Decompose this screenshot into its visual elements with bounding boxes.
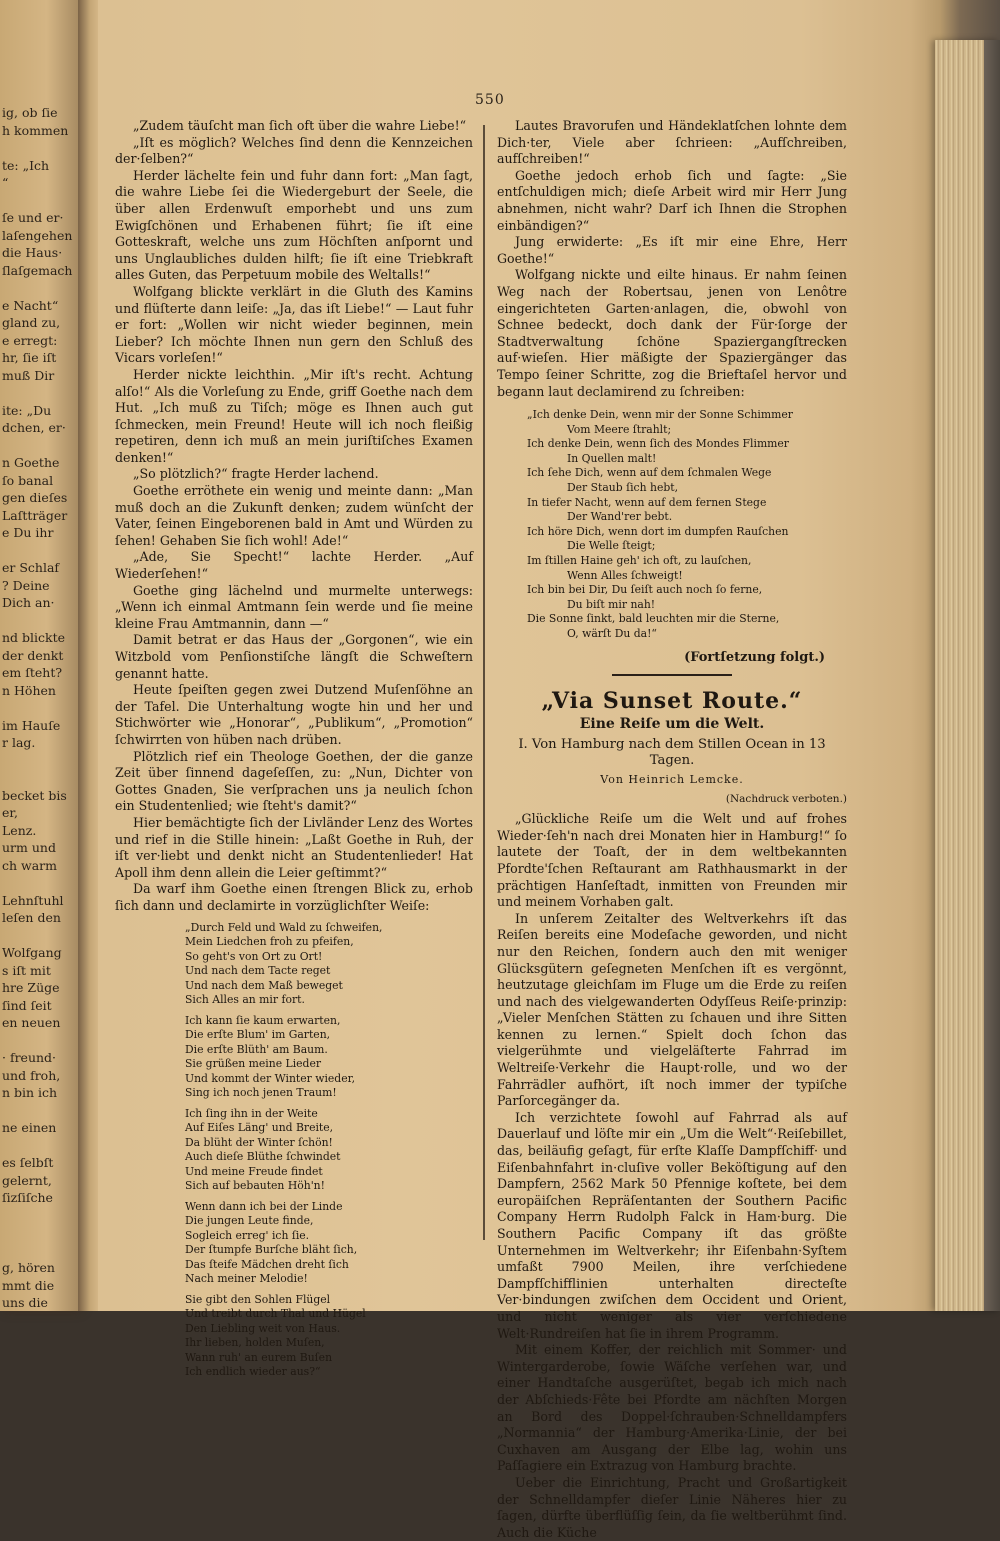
poem-line: Ich ſehe Dich, wenn auf dem ſchmalen Wege — [527, 466, 772, 480]
poem-line: Da blüht der Winter ſchön! — [185, 1135, 333, 1149]
poem-stanza — [185, 921, 473, 1008]
paragraph: Goethe jedoch erhob ſich und ſagte: „Sie entſchuldigen mich; dieſe Arbeit wird mir Herr Jung abnehmen, nicht wahr? Darf ich Ihnen die Strophen einbändigen?“ — [497, 167, 847, 233]
page-edge-stack — [935, 40, 1000, 1311]
poem-line: Die jungen Leute finde, — [185, 1214, 314, 1227]
prev-page-line — [0, 279, 78, 297]
poem-line: Und treibt durch Thal und Hügel — [185, 1307, 366, 1320]
poem-line: O, wärſt Du da!“ — [567, 627, 657, 640]
paragraph: „Glückliche Reiſe um die Welt und auf frohes Wieder·ſeh'n nach drei Monaten hier in Hamburg!“ ſo lautete der Toaſt, der in dem weltbekannten Pfordte'ſchen Reſtaurant am Rathhausmarkt in der prächtigen Hanſeſtadt, inmitten von Freunden mir und meinem Vorhaben galt. — [497, 811, 847, 910]
continued-note: (Fortſetzung folgt.) — [684, 649, 825, 665]
poem-line: Wenn Alles ſchweigt! — [567, 568, 683, 582]
poem-line: So geht's von Ort zu Ort! — [185, 949, 323, 963]
prev-page-line — [0, 139, 78, 157]
prev-page-line: Dich an· — [2, 595, 55, 610]
prev-page-line: urm und — [2, 840, 56, 855]
prev-page-line: muß Dir — [2, 367, 55, 383]
prev-page-line: gland zu, — [2, 315, 61, 330]
prev-page-line — [0, 1137, 78, 1155]
article-subtitle: Eine Reiſe um die Welt. — [579, 716, 765, 733]
prev-page-line: ch warm — [2, 857, 58, 873]
poem-line: Der Wand'rer bebt. — [567, 510, 673, 524]
poem-line: Und nach dem Maß beweget — [185, 978, 343, 992]
prev-page-line — [0, 1207, 78, 1225]
prev-page-line: es ſelbſt — [2, 1155, 54, 1170]
poem-line: „Ich denke Dein, wenn mir der Sonne Schimmer — [527, 408, 793, 422]
poem-stanza — [185, 1014, 473, 1101]
poem-stanza — [185, 1293, 473, 1380]
prev-page-line: ite: „Du — [2, 402, 52, 418]
prev-page-line: e Du ihr — [2, 525, 54, 540]
prev-page-line: gen dieſes — [2, 490, 68, 505]
prev-page-line — [0, 1242, 78, 1260]
poem-line: Den Liebling weit von Haus. — [185, 1321, 341, 1335]
column-divider — [483, 125, 485, 1240]
prev-page-line: leſen den — [2, 910, 61, 925]
prev-page-line — [0, 752, 78, 770]
poem-line: Ihr lieben, holden Muſen, — [185, 1336, 325, 1349]
poem-line: Ich bin bei Dir, Du ſeiſt auch noch ſo ferne, — [527, 583, 763, 597]
prev-page-line: mmt die — [2, 1277, 55, 1293]
paragraph: Wolfgang nickte und eilte hinaus. Er nahm ſeinen Weg nach der Robertsau, jenen von Lenôtre eingerichteten Garten·anlagen, die, obwohl von Schnee bedeckt, doch dank der Für·ſorge der Stadtverwaltung ſchöne Spaziergangſtrecken auf·wieſen. Hier mäßigte der Spaziergänger das Tempo ſeiner Schritte, zog die Brieftaſel hervor und begann laut declamirend zu ſchreiben: — [497, 267, 847, 399]
prev-page-line: der denkt — [2, 647, 64, 663]
prev-page-line: hr, ſie iſt — [2, 350, 57, 365]
prev-page-line — [0, 1032, 78, 1050]
author-line: Von Heinrich Lemcke. — [600, 772, 744, 786]
prev-page-line: ſlaſgemach — [2, 262, 73, 278]
poem-line: In tiefer Nacht, wenn auf dem fernen Stege — [527, 495, 767, 509]
prev-page-line — [0, 1102, 78, 1120]
prev-page-line: · freund· — [2, 1050, 57, 1065]
prev-page-line — [0, 699, 78, 717]
prev-page-line: “ — [2, 175, 9, 190]
prev-page-line: ? Deine — [2, 577, 50, 593]
poem-line: Sich auf bebauten Höh'n! — [185, 1179, 325, 1192]
book-gutter — [78, 0, 98, 1311]
prev-page-line — [0, 769, 78, 787]
previous-page-fragment — [0, 0, 78, 1311]
prev-page-line: im Hauſe — [2, 717, 61, 733]
prev-page-line: ſizſiſche — [2, 1190, 53, 1205]
poem-line: „Durch Feld und Wald zu ſchweifen, — [185, 920, 383, 934]
poem-line: Sing ich noch jenen Traum! — [185, 1086, 337, 1099]
poem-line: Ich endlich wieder aus?“ — [185, 1365, 321, 1378]
prev-page-line — [0, 874, 78, 892]
left-column — [115, 118, 473, 1386]
paragraph: Plötzlich rief ein Theologe Goethen, der die ganze Zeit über ſinnend dageſeſſen, zu: „Nun, Dichter von Gottes Gnaden, Sie verſprachen uns ja neulich ſchon ein Studentenlied; wie ſteht's damit?“ — [115, 748, 473, 814]
poem-stanza — [185, 1107, 473, 1194]
paragraph: Mit einem Koffer, der reichlich mit Sommer· und Wintergarderobe, ſowie Wäſche verſehen war, und einer Handtaſche ausgerüſtet, begab ich mich nach der Abſchieds·Fête bei Pfordte am nächſten Morgen an Bord des Doppel·ſchrauben·Schnelldampfers „Normannia“ der Hamburg·Amerika·Linie, der bei Cuxhaven am Ausgang der Elbe lag, wohin uns Paſſagiere ein Extrazug von Hamburg brachte. — [497, 1342, 847, 1474]
poem-line: Der Staub ſich hebt, — [567, 481, 679, 495]
paragraph: Da warf ihm Goethe einen ſtrengen Blick zu, erhob ſich dann und declamirte in vorzüglichſter Weiſe: — [115, 881, 473, 913]
prev-page-line: s iſt mit — [2, 962, 51, 978]
paragraph: Jung erwiderte: „Es iſt mir eine Ehre, Herr Goethe!“ — [497, 234, 847, 266]
paragraph: „Zudem täuſcht man ſich oft über die wahre Liebe!“ — [133, 118, 467, 133]
prev-page-line: n bin ich — [2, 1085, 58, 1100]
prev-page-line — [0, 612, 78, 630]
prev-page-line: ſind ſeit — [2, 997, 52, 1013]
poem-line: Ich ſing ihn in der Weite — [185, 1106, 318, 1120]
poem-line: Vom Meere ſtrahlt; — [567, 422, 672, 436]
poem-line: Sogleich erreg' ich ſie. — [185, 1228, 310, 1242]
poem-line: Die erſte Blum' im Garten, — [185, 1028, 331, 1041]
prev-page-line: laſengehen — [2, 227, 73, 243]
prev-page-line: r lag. — [2, 735, 36, 750]
poem-line: Ich kann ſie kaum erwarten, — [185, 1013, 341, 1027]
poem-line: In Quellen malt! — [567, 451, 657, 465]
poem-line: Der ſtumpfe Burſche bläht ſich, — [185, 1243, 358, 1256]
paragraph: Goethe ging lächelnd und murmelte unterwegs: „Wenn ich einmal Amtmann ſein werde und ſie meine kleine Frau Amtmannin, dann —“ — [115, 582, 473, 631]
prev-page-line: en neuen — [2, 1015, 61, 1030]
prev-page-line: Lehnſtuhl — [2, 892, 64, 908]
poem-line: Die Welle ſteigt; — [567, 539, 656, 553]
prev-page-line: g, hören — [2, 1260, 55, 1275]
right-column — [497, 118, 847, 1541]
prev-page-line: er, — [2, 805, 18, 820]
prev-page-line — [0, 542, 78, 560]
prev-page-line: Laſtträger — [2, 507, 68, 523]
prev-page-line: ſo banal — [2, 472, 54, 488]
paragraph: Wolfgang blickte verklärt in die Gluth des Kamins und flüſterte dann leiſe: „Ja, das iſt Liebe!“ — Laut fuhr er fort: „Wollen wir nicht wieder beginnen, mein Lieber? Ich möchte Ihnen nun gern den Schluß des Vicars vorleſen!“ — [115, 283, 473, 366]
prev-page-line: e erregt: — [2, 332, 58, 348]
prev-page-line: te: „Ich — [2, 157, 50, 173]
prev-page-line: nd blickte — [2, 630, 66, 645]
poem-line: Auch dieſe Blüthe ſchwindet — [185, 1150, 341, 1163]
page-number: 550 — [475, 92, 505, 108]
poem-line: Sie gibt den Sohlen Flügel — [185, 1292, 331, 1306]
prev-page-line: dchen, er· — [2, 420, 66, 435]
poem-line: Und kommt der Winter wieder, — [185, 1071, 356, 1085]
prev-page-line: Wolfgang — [2, 945, 62, 960]
poem-line: Im ſtillen Haine geh' ich oft, zu lauſchen, — [527, 554, 752, 568]
prev-page-line — [0, 1224, 78, 1242]
article-title: „Via Sunset Route.“ — [541, 688, 803, 715]
paragraph: Ueber die Einrichtung, Pracht und Großartigkeit der Schnelldampfer dieſer Linie Näheres hier zu ſagen, dürfte überflüſſig ſein, da ſie weltberühmt ſind. Auch die Küche — [497, 1474, 847, 1540]
section-separator — [612, 674, 732, 676]
prev-page-line: er Schlaf — [2, 560, 60, 575]
paragraph: Heute ſpeiſten gegen zwei Dutzend Muſenſöhne an der Tafel. Die Unterhaltung wogte hin und her und Stichwörter wie „Honorar“, „Publikum“, „Promotion“ ſchwirrten von hüben nach drüben. — [115, 682, 473, 747]
paragraph: Lautes Bravorufen und Händeklatſchen lohnte dem Dich·ter, Viele aber ſchrieen: „Aufſchreiben, aufſchreiben!“ — [497, 118, 847, 167]
poem-line: Auf Eiſes Läng' und Breite, — [185, 1121, 334, 1134]
reprint-note: (Nachdruck verboten.) — [725, 792, 847, 805]
poem-line: Die Sonne ſinkt, bald leuchten mir die Sterne, — [527, 612, 780, 626]
prev-page-line: h kommen — [2, 122, 69, 138]
poem-stanza — [185, 1200, 473, 1287]
prev-page-line: und froh, — [2, 1067, 61, 1083]
poem-line: Und meine Freude findet — [185, 1164, 323, 1178]
prev-page-line: die Haus· — [2, 245, 63, 260]
paragraph: „Ade, Sie Specht!“ lachte Herder. „Auf Wiederſehen!“ — [115, 549, 473, 582]
prev-page-line: becket bis — [2, 787, 67, 803]
prev-page-line: Lenz. — [2, 822, 37, 838]
poem-line: Ich denke Dein, wenn ſich des Mondes Flimmer — [527, 437, 789, 451]
paragraph: Herder lächelte fein und fuhr dann fort: „Man ſagt, die wahre Liebe ſei die Wiedergeburt der Seele, die über allen Erdenwuſt emporhebt und uns zum Ewigſchönen und Erhabenen führt; ſie iſt eine Gotteskraft, welche uns zum Höchſten anſpornt und uns Unglaubliches dulden hilft; ſie iſt eine Triebkraft alles Guten, das Perpetuum mobile des Weltalls!“ — [115, 167, 473, 283]
poem-line: Nach meiner Melodie! — [185, 1272, 308, 1285]
prev-page-line: n Höhen — [2, 682, 56, 698]
paragraph: In unſerem Zeitalter des Weltverkehrs iſt das Reiſen bereits eine Modeſache geworden, und nicht nur den Reichen, ſondern auch den mit weniger Glücksgütern geſegneten Menſchen iſt es vergönnt, heutzutage gleichſam im Fluge um die Erde zu reiſen und nach des vielgewanderten Odyſſeus Reiſe·prinzip: „Vieler Menſchen Stätten zu ſchauen und ihre Sitten kennen zu lernen.“ Spielt doch ſchon das vielgerühmte und vielgeläſterte Fahrrad im Weltreiſe·Verkehr die Haupt·rolle, und wo der Fahrrädler aufhört, iſt noch immer der typiſche Parſorcegänger da. — [497, 910, 847, 1109]
paragraph: Herder nickte leichthin. „Mir iſt's recht. Achtung alſo!“ Als die Vorleſung zu Ende, griff Goethe nach dem Hut. „Ich muß zu Tiſch; möge es Ihnen auch gut ſchmecken, mein Freund! Heute will ich noch fleißig repetiren, denn ich muß an mein juriſtiſches Examen denken!“ — [115, 366, 473, 465]
prev-page-line — [0, 192, 78, 210]
prev-page-line: ne einen — [2, 1120, 57, 1135]
paragraph: Hier bemächtigte ſich der Livländer Lenz des Wortes und rief in die Stille hinein: „Laßt Goethe in Ruh, der iſt ver·liebt und denkt nicht an Studentenlieder! Hat Apoll ihm denn allein die Leier geſtimmt?“ — [115, 814, 473, 880]
prev-page-line: em ſteht? — [2, 665, 63, 680]
poem-line: Und nach dem Tacte reget — [185, 964, 331, 977]
prev-page-line: hre Züge — [2, 980, 60, 995]
prev-page-line: e Nacht“ — [2, 297, 59, 313]
paragraph: Goethe erröthete ein wenig und meinte dann: „Man muß doch an die Zukunft denken; zudem wünſcht der Vater, ſeinen Eingeborenen bald in Amt und Würden zu ſehen! Gehaben Sie ſich wohl! Ade!“ — [115, 483, 473, 548]
prev-page-line: gelernt, — [2, 1172, 52, 1188]
book-binding — [984, 40, 1000, 1311]
prev-page-line: uns die — [2, 1295, 48, 1310]
prev-page-line — [0, 384, 78, 402]
poem-line: Sich Alles an mir fort. — [185, 993, 305, 1006]
poem-line: Mein Liedchen froh zu pfeifen, — [185, 935, 354, 948]
poem-line: Wenn dann ich bei der Linde — [185, 1199, 343, 1213]
poem-line: Sie grüßen meine Lieder — [185, 1057, 322, 1070]
paragraph: Ich verzichtete ſowohl auf Fahrrad als auf Dauerlauf und löſte mir ein „Um die Welt“·Reiſebillet, das, beiläufig geſagt, für erſte Klaſſe Dampfſchiff· und Eiſenbahnfahrt in·cluſive voller Beköſtigung auf den Dampfern, 2562 Mark 50 Pfennige koſtete, bei dem europäiſchen Repräſentanten der Southern Pacific Company Herrn Rudolph Falck in Ham·burg. Die Southern Pacific Company iſt das größte Unternehmen im Weltverkehr; ihr Eiſenbahn·Syſtem umfaßt 7900 Meilen, ihre verſchiedene Dampfſchifflinien unterhalten directeſte Ver·bindungen zwiſchen dem Occident und Orient, und nicht weniger als vier verſchiedene Welt·Rundreiſen hat ſie in ihrem Programm. — [497, 1109, 847, 1341]
paragraph: „Iſt es möglich? Welches ſind denn die Kennzeichen der·ſelben?“ — [115, 134, 473, 167]
poem-line: Das ſteife Mädchen dreht ſich — [185, 1257, 349, 1271]
poem-line: Wann ruh' an eurem Buſen — [185, 1350, 333, 1364]
poem-line: Die erſte Blüth' am Baum. — [185, 1042, 328, 1056]
poem-line: Du biſt mir nah! — [567, 597, 656, 611]
paragraph: „So plötzlich?“ fragte Herder lachend. — [133, 466, 379, 482]
prev-page-line: ig, ob ſie — [2, 105, 58, 120]
poem-naehe-des-geliebten — [527, 408, 847, 642]
prev-page-line: n Goethe — [2, 455, 60, 470]
poem-line: Ich höre Dich, wenn dort im dumpfen Rauſchen — [527, 524, 789, 538]
prev-page-line — [0, 437, 78, 455]
chapter-heading: I. Von Hamburg nach dem Stillen Ocean in 13 Tagen. — [518, 736, 826, 769]
prev-page-line — [0, 927, 78, 945]
prev-page-line: ſe und er· — [2, 210, 64, 225]
paragraph: Damit betrat er das Haus der „Gorgonen“, wie ein Witzbold vom Penſionstiſche längſt die Schweſtern genannt hatte. — [115, 632, 473, 681]
